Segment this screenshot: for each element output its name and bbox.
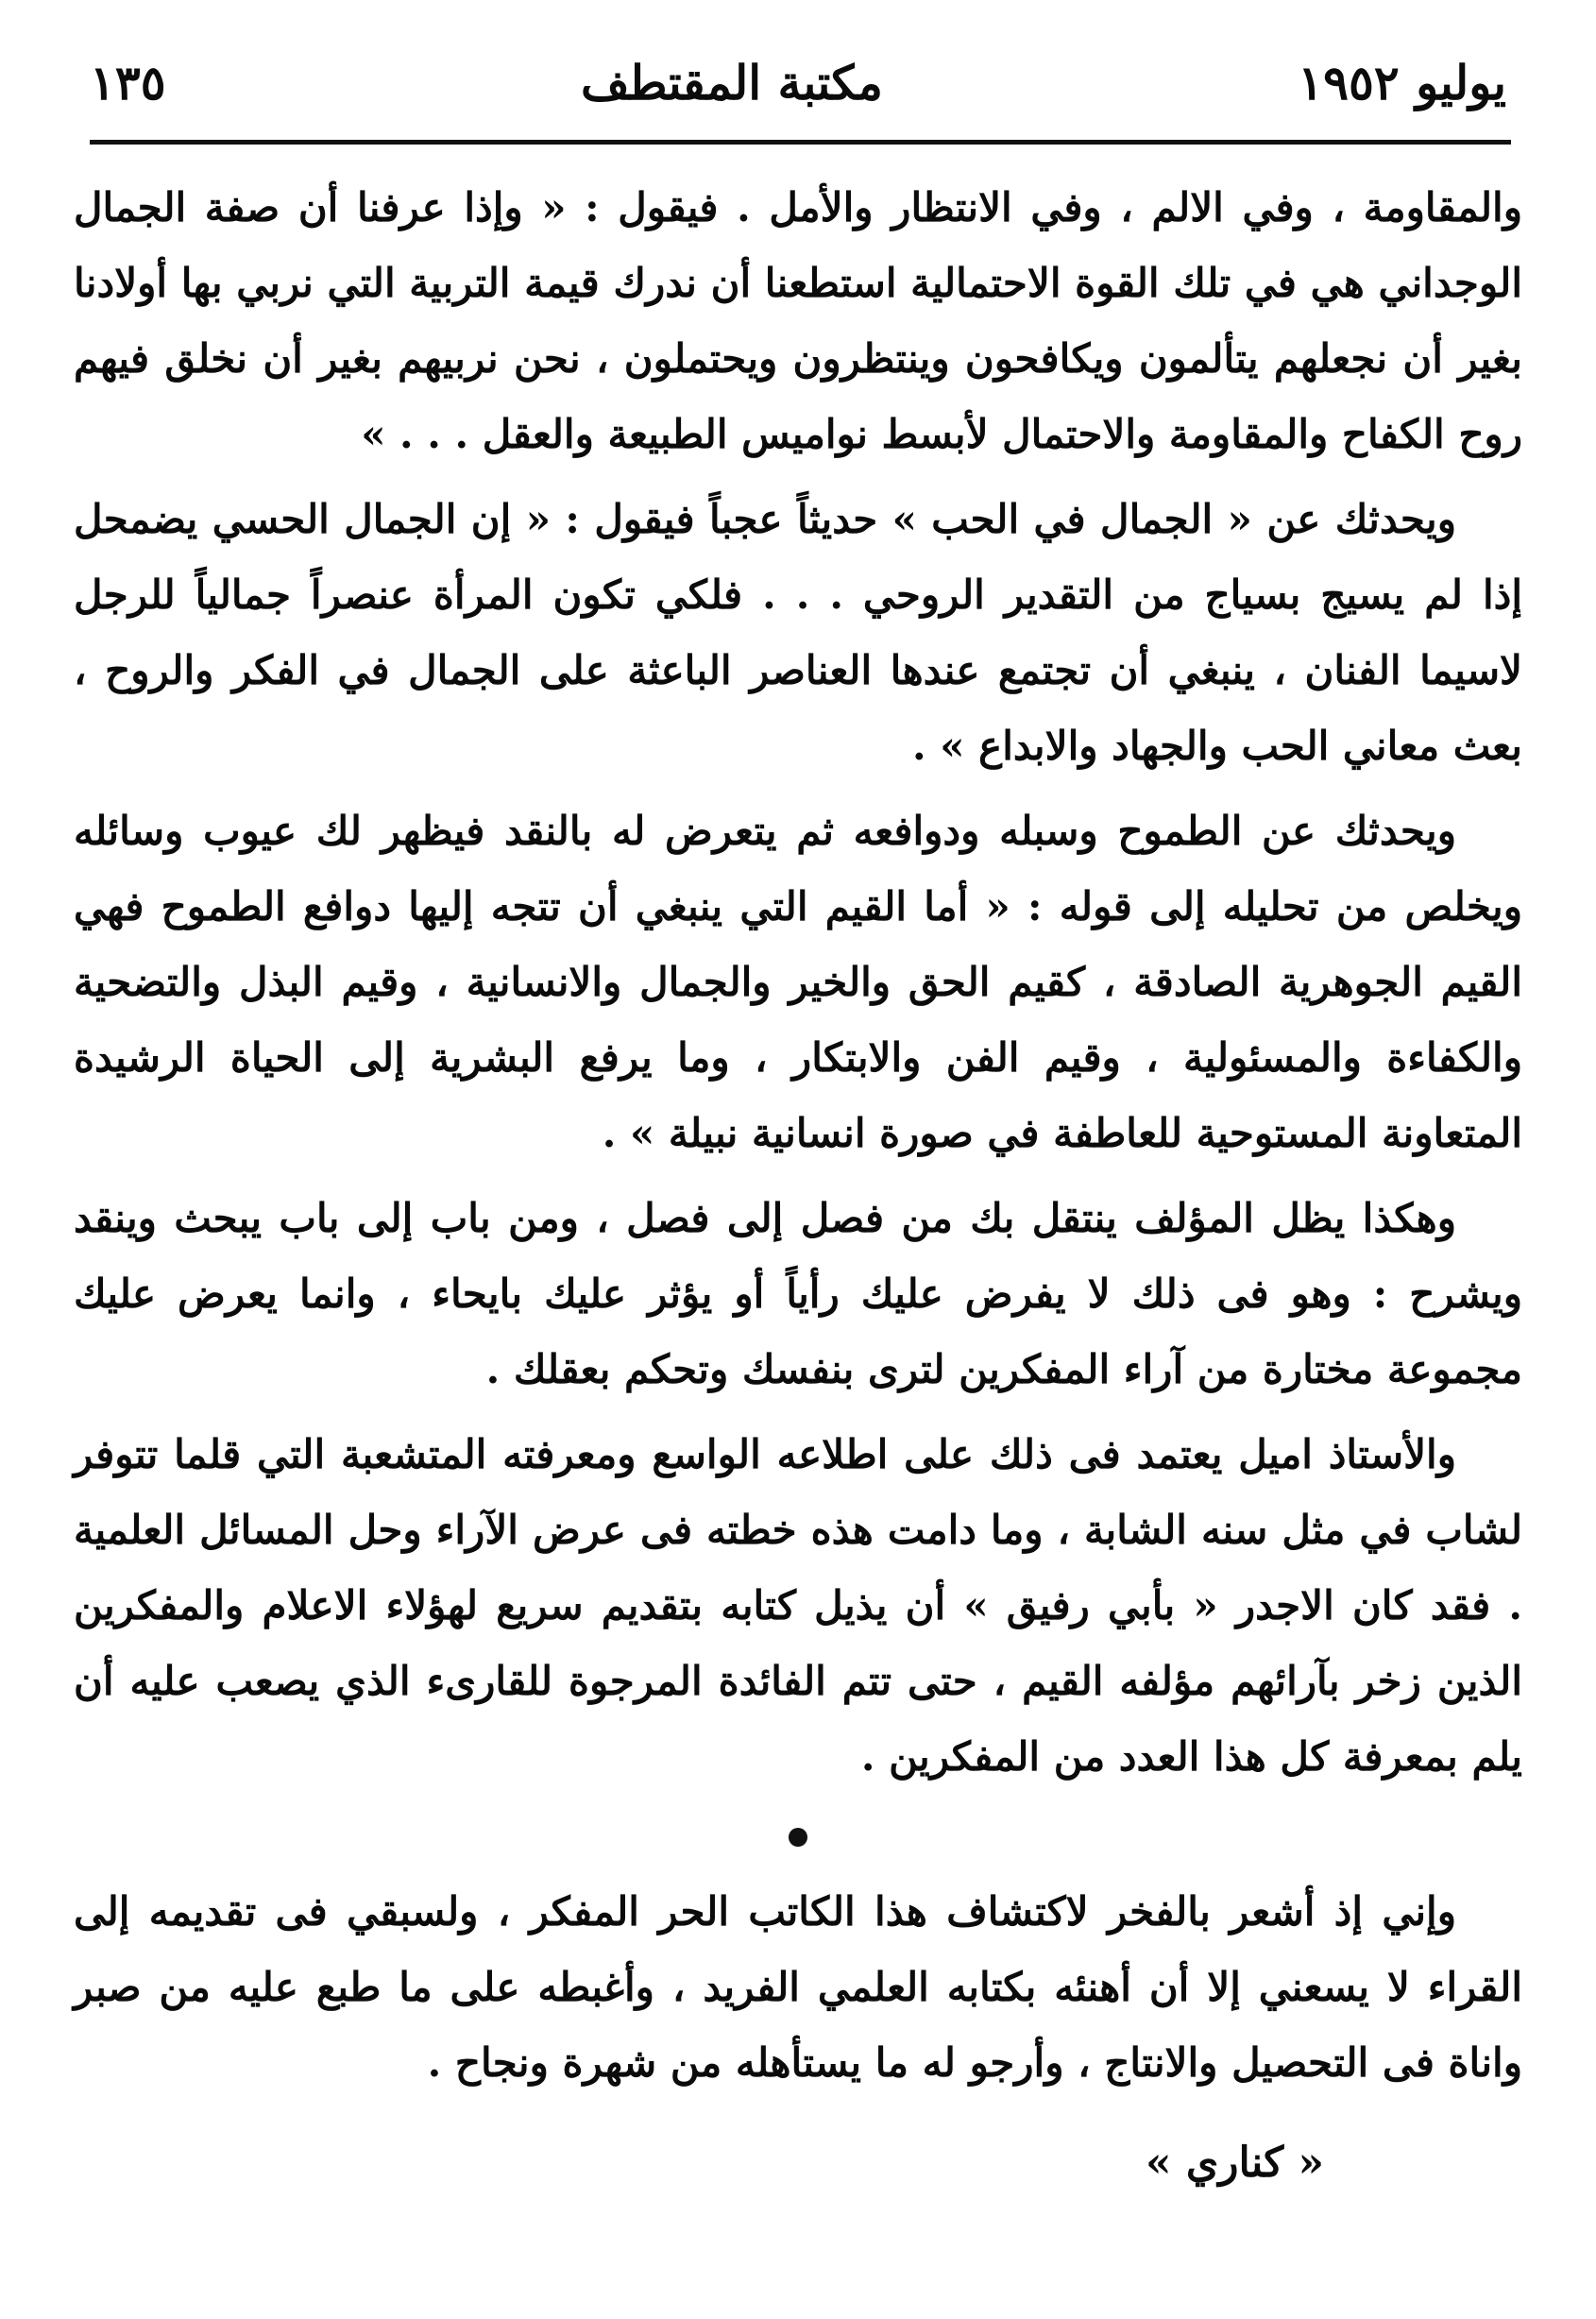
paragraph-2: ويحدثك عن « الجمال في الحب » حديثاً عجباً فيقول : « إن الجمال الحسي يضمحل إذا لم يسيج بسياج من التقدير الروحي . . . فلكي تكون المرأة عنصراً جمالياً للرجل لاسيما الفنان ، ينبغي أن تجتمع عندها العناصر الباعثة على الجمال في الفكر والروح ، بعث معاني الحب والجهاد والابداع » . xyxy=(74,496,1522,769)
running-header xyxy=(90,45,1506,121)
section-separator xyxy=(74,1795,1522,1874)
page-number: ١٣٥ xyxy=(90,55,166,111)
paragraph-6: وإني إذ أشعر بالفخر لاكتشاف هذا الكاتب الحر المفكر ، ولسبقي فى تقديمه إلى القراء لا يسعني إلا أن أهنئه بكتابه العلمي الفريد ، وأغبطه على ما طبع عليه من صبر واناة فى التحصيل والانتاج ، وأرجو له ما يستأهله من شهرة ونجاح . xyxy=(74,1888,1522,2086)
author-signature: « كناري » xyxy=(1146,2139,1324,2187)
paragraph-5: والأستاذ اميل يعتمد فى ذلك على اطلاعه الواسع ومعرفته المتشعبة التي قلما تتوفر لشاب في مثل سنه الشابة ، وما دامت هذه خطته فى عرض الآراء وحل المسائل العلمية . فقد كان الاجدر « بأبي رفيق » أن يذيل كتابه بتقديم سريع لهؤلاء الاعلام والمفكرين الذين زخر بآرائهم مؤلفه القيم ، حتى تتم الفائدة المرجوة للقارىء الذي يصعب عليه أن يلم بمعرفة كل هذا العدد من المفكرين . xyxy=(74,1431,1522,1780)
paragraph-3: ويحدثك عن الطموح وسبله ودوافعه ثم يتعرض له بالنقد فيظهر لك عيوب وسائله ويخلص من تحليله إلى قوله : « أما القيم التي ينبغي أن تتجه إليها دوافع الطموح فهي القيم الجوهرية الصادقة ، كقيم الحق والخير والجمال والانسانية ، وقيم البذل والتضحية والكفاءة والمسئولية ، وقيم الفن والابتكار ، وما يرفع البشرية إلى الحياة الرشيدة المتعاونة المستوحية للعاطفة في صورة انسانية نبيلة » . xyxy=(74,808,1522,1156)
header-date: يوليو ١٩٥٢ xyxy=(1298,55,1506,111)
article-body xyxy=(74,170,1522,2191)
paragraph-4: وهكذا يظل المؤلف ينتقل بك من فصل إلى فصل ، ومن باب إلى باب يبحث وينقد ويشرح : وهو فى ذلك لا يفرض عليك رأياً أو يؤثر عليك بايحاء ، وانما يعرض عليك مجموعة مختارة من آراء المفكرين لترى بنفسك وتحكم بعقلك . xyxy=(74,1195,1522,1392)
header-title: مكتبة المقتطف xyxy=(580,55,883,111)
paragraph-1: والمقاومة ، وفي الالم ، وفي الانتظار والأمل . فيقول : « وإذا عرفنا أن صفة الجمال الوجداني هي في تلك القوة الاحتمالية استطعنا أن ندرك قيمة التربية التي نربي بها أولادنا بغير أن نجعلهم يتألمون ويكافحون وينتظرون ويحتملون ، نحن نربيهم بغير أن نخلق فيهم روح الكفاح والمقاومة والاحتمال لأبسط نواميس الطبيعة والعقل . . . » xyxy=(74,184,1522,457)
bullet-dot-icon xyxy=(789,1828,807,1847)
header-rule xyxy=(90,140,1511,145)
